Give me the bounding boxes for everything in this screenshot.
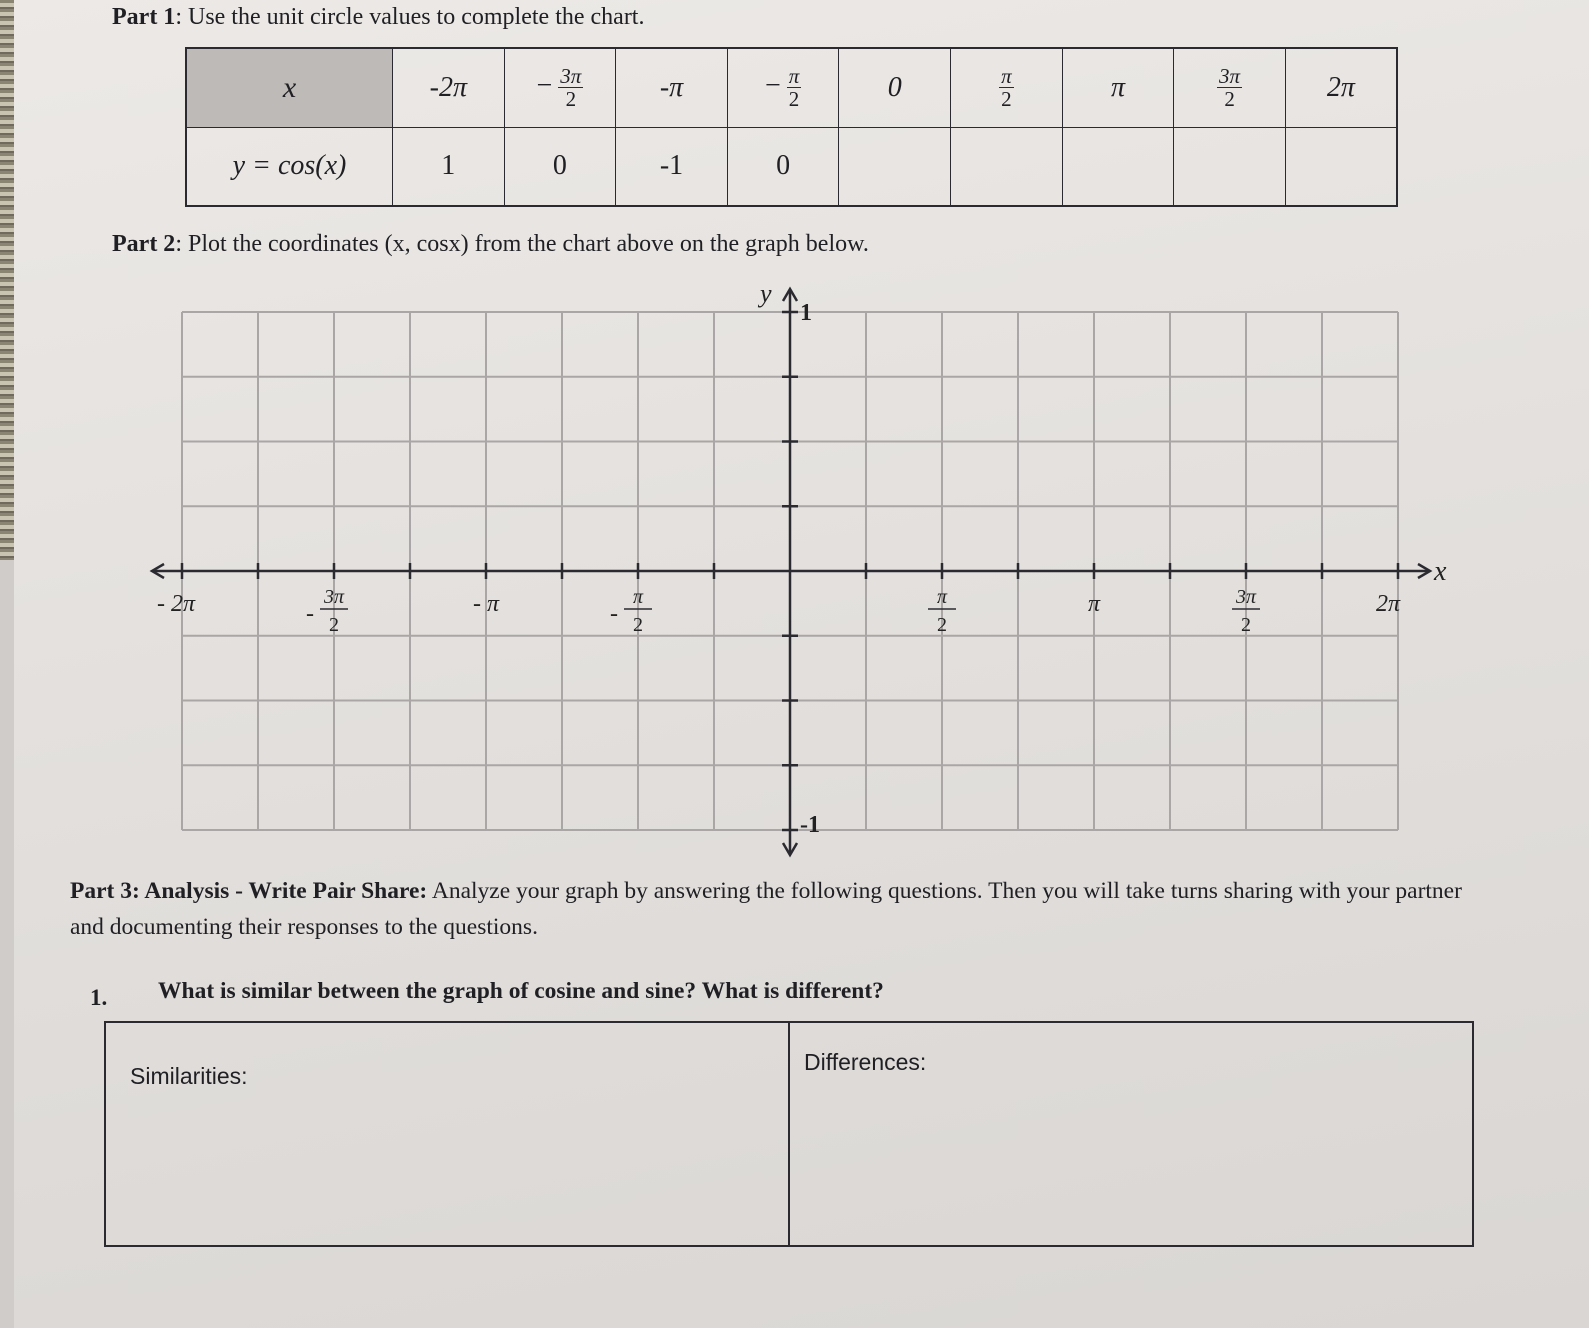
question-number: 1.	[90, 985, 108, 1010]
similarities-column[interactable]	[106, 1023, 788, 1245]
x-tick-label-numerator: π	[936, 586, 948, 608]
x-tick-label-sign: -	[306, 601, 314, 627]
x-tick-label: - π	[472, 591, 500, 617]
part1-heading: Part 1: Use the unit circle values to complete the chart.	[112, 4, 645, 30]
x-tick-label-denominator: 2	[633, 614, 643, 636]
differences-label: Differences:	[804, 1049, 927, 1075]
similarities-label: Similarities:	[130, 1063, 248, 1089]
x-tick-label-numerator: π	[632, 586, 644, 608]
x-tick-label: - 2π	[156, 591, 196, 617]
y-axis-label: y	[760, 279, 772, 308]
x-tick-label-denominator: 2	[937, 614, 947, 636]
x-value-cell: − $\frac{\pi}{2}$	[727, 48, 839, 127]
x-value-cell: 0	[839, 48, 951, 127]
x-tick-label-numerator: 3π	[323, 586, 345, 608]
x-value-cell: π	[1062, 48, 1174, 127]
y-label-cell: y = cos(x)	[186, 127, 393, 206]
answer-box	[104, 1021, 1474, 1247]
y-value-cell[interactable]: 0	[727, 127, 839, 206]
x-tick-label-numerator: 3π	[1235, 586, 1257, 608]
part3-heading: Part 3: Analysis - Write Pair Share: Analyze your graph by answering the following questions. Then you will take turns sharing with your partner and documenting their responses to the questions.	[70, 878, 1462, 940]
x-label-cell: x	[186, 48, 393, 127]
x-tick-label: π	[1087, 591, 1101, 617]
graph-tick-labels	[157, 279, 1447, 838]
question-text: What is similar between the graph of cosine and sine? What is different?	[158, 978, 884, 1004]
y-min-label: -1	[800, 812, 820, 838]
y-value-cell[interactable]: 1	[393, 127, 505, 206]
x-value-cell: $\frac{\pi}{2}$	[951, 48, 1063, 127]
y-value-cell[interactable]: -1	[616, 127, 728, 206]
y-max-label: 1	[800, 300, 812, 326]
x-tick-label: 2π	[1375, 591, 1401, 617]
x-value-cell: 2π	[1285, 48, 1397, 127]
x-value-cell: $\frac{3\pi}{2}$	[1174, 48, 1286, 127]
part2-heading: Part 2: Plot the coordinates (x, cosx) from the chart above on the graph below.	[112, 231, 869, 257]
differences-column[interactable]	[788, 1023, 1472, 1245]
x-value-cell: -π	[616, 48, 728, 127]
x-axis-label: x	[1434, 556, 1447, 587]
y-value-cell[interactable]: 0	[504, 127, 616, 206]
x-tick-label-denominator: 2	[1241, 614, 1251, 636]
graph-axes	[152, 289, 1430, 855]
x-value-cell: − $\frac{3\pi}{2}$	[504, 48, 616, 127]
x-tick-label-denominator: 2	[329, 614, 339, 636]
x-value-cell: -2π	[393, 48, 505, 127]
x-tick-label-sign: -	[610, 601, 618, 627]
